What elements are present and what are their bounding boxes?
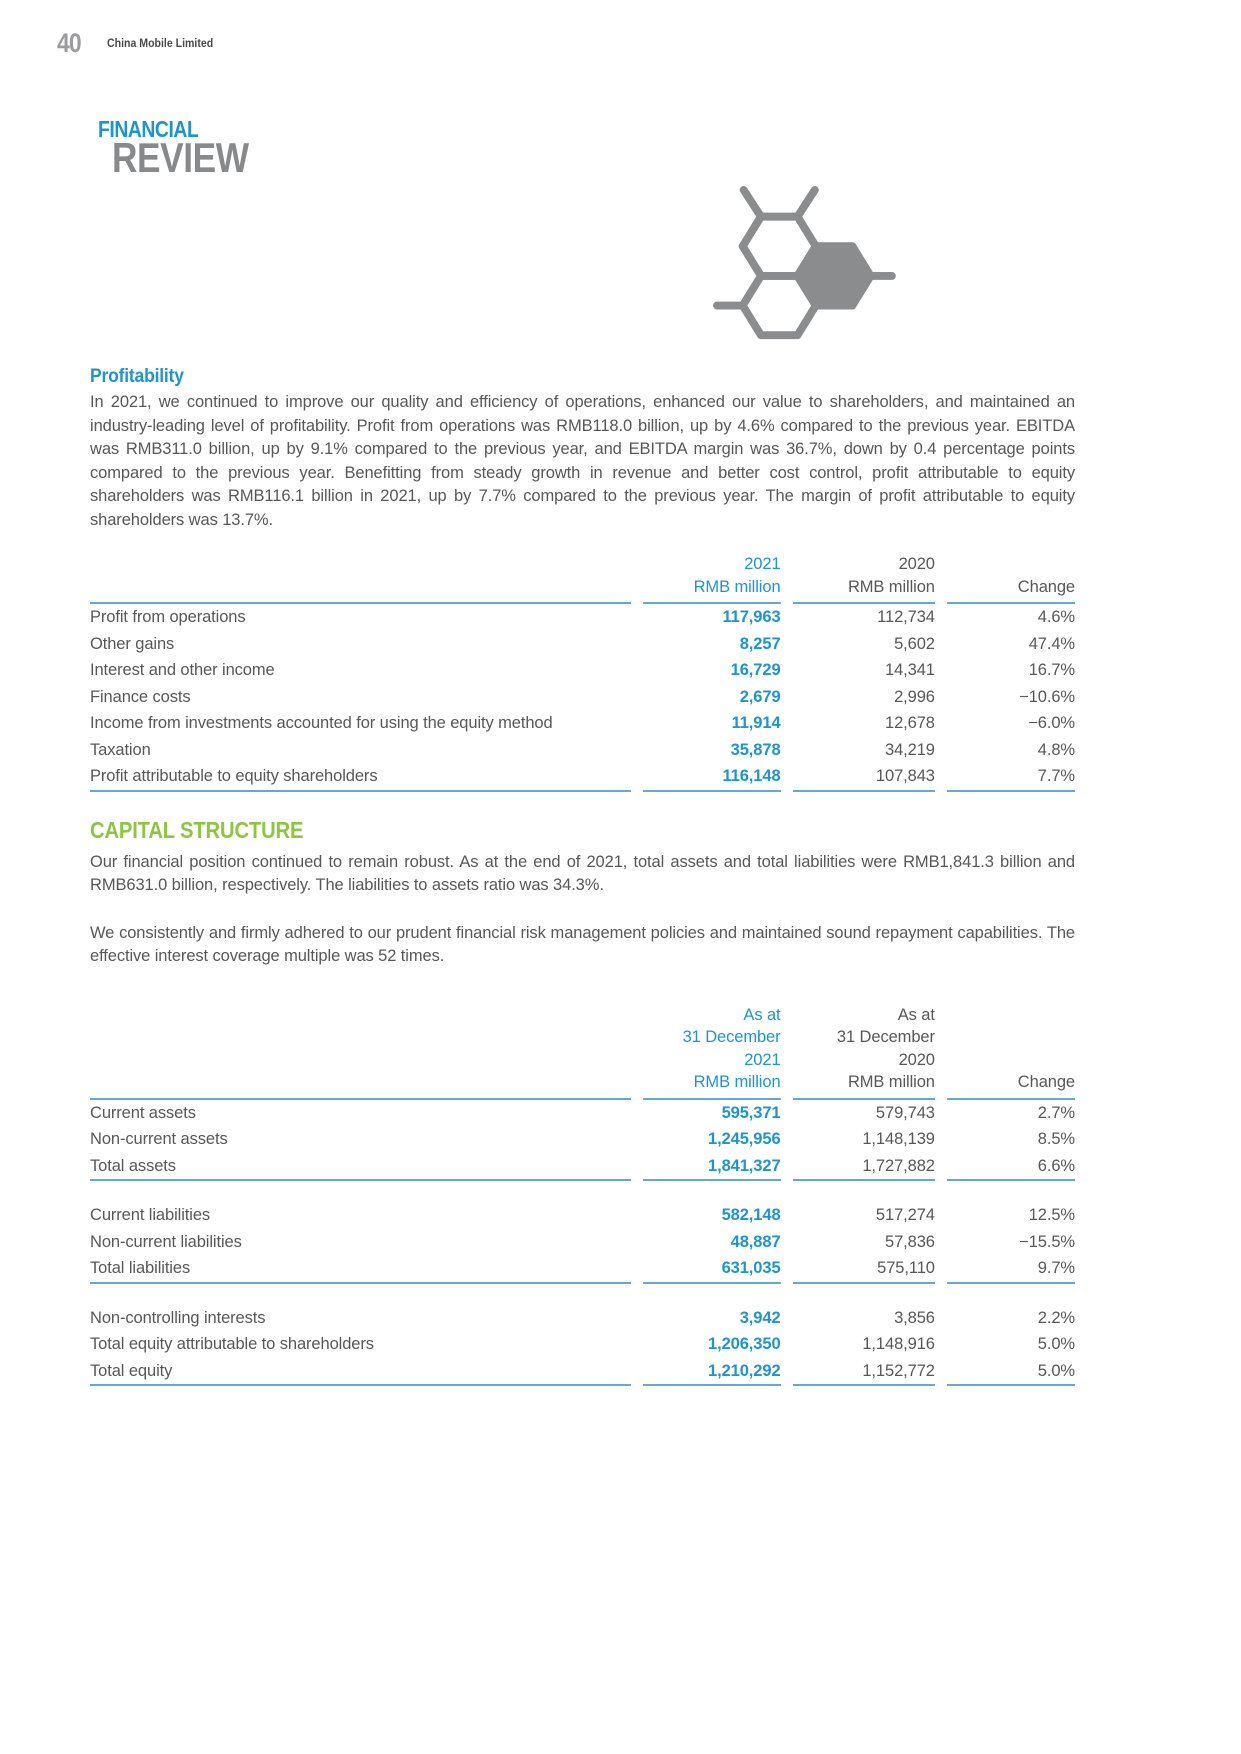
capital-structure-paragraph-1: Our financial position continued to remain robust. As at the end of 2021, total assets and total liabilities were RMB1,841.3 billion and RMB631.0 billion, respectively. The liabilities to assets ratio was 34.3%. bbox=[90, 852, 1075, 894]
page-title bbox=[98, 118, 275, 179]
table-header-row bbox=[90, 553, 1075, 604]
table-header-row bbox=[90, 1004, 1075, 1100]
table-row: Non-controlling interests 3,942 3,856 2.2% bbox=[90, 1308, 1075, 1327]
page-title-line2: REVIEW bbox=[112, 134, 249, 181]
company-name: China Mobile Limited bbox=[107, 36, 214, 50]
table-row: Total liabilities 631,035 575,110 9.7% bbox=[90, 1255, 1075, 1284]
page-header bbox=[57, 30, 228, 57]
table-row: Profit attributable to equity shareholders 116,148 107,843 7.7% bbox=[90, 763, 1075, 792]
table-row: Total equity 1,210,292 1,152,772 5.0% bbox=[90, 1358, 1075, 1387]
header-label-spacer bbox=[90, 1004, 631, 1100]
table-row: Other gains 8,257 5,602 47.4% bbox=[90, 634, 1075, 653]
table-row: Non-current assets 1,245,956 1,148,139 8.5% bbox=[90, 1130, 1075, 1148]
header-asat-2021: As at 31 December 2021 RMB million bbox=[643, 1004, 781, 1100]
header-2020: 2020 RMB million bbox=[793, 553, 935, 604]
capital-structure-paragraph-2: We consistently and firmly adhered to our prudent financial risk management policies and maintained sound repayment capabilities. The effective interest coverage multiple was 52 times. bbox=[90, 923, 1075, 965]
table-row: Current liabilities 582,148 517,274 12.5% bbox=[90, 1206, 1075, 1224]
equity-group bbox=[90, 1305, 1075, 1387]
table-row: Interest and other income 16,729 14,341 16.7% bbox=[90, 661, 1075, 679]
capital-structure-heading: CAPITAL STRUCTURE bbox=[90, 816, 304, 843]
profitability-paragraph: In 2021, we continued to improve our quality and efficiency of operations, enhanced our value to shareholders, and maintained an industry-leading level of profitability. Profit from operations was RMB118.0 billion, up by 4.6% compared to the previous year. EBITDA was RMB311.0 billion, up by 9.1% compared to the previous year, and EBITDA margin was 36.7%, down by 0.4 percentage points compared to the previous year. Benefitting from steady growth in revenue and better cost control, profit attributable to equity shareholders was RMB116.1 billion in 2021, up by 7.7% compared to the previous year. The margin of profit attributable to equity shareholders was 13.7%. bbox=[90, 393, 1075, 529]
header-2021: 2021 RMB million bbox=[643, 553, 781, 604]
table-row: Total assets 1,841,327 1,727,882 6.6% bbox=[90, 1153, 1075, 1182]
header-asat-2020: As at 31 December 2020 RMB million bbox=[793, 1004, 935, 1100]
page-title-line1: FINANCIAL bbox=[98, 116, 199, 142]
profitability-heading: Profitability bbox=[90, 366, 184, 387]
capital-structure-table bbox=[78, 1004, 1087, 1387]
table-row: Profit from operations 117,963 112,734 4.6% bbox=[90, 608, 1075, 626]
assets-group bbox=[90, 1100, 1075, 1182]
table-row: Income from investments accounted for using the equity method 11,914 12,678 −6.0% bbox=[90, 714, 1075, 732]
profitability-table bbox=[78, 553, 1087, 792]
table-row: Finance costs 2,679 2,996 −10.6% bbox=[90, 687, 1075, 706]
molecule-hexagons-icon bbox=[700, 185, 898, 350]
header-change: Change bbox=[947, 553, 1075, 604]
page-number: 40 bbox=[57, 28, 81, 58]
table-row: Current assets 595,371 579,743 2.7% bbox=[90, 1103, 1075, 1122]
header-change: Change bbox=[947, 1004, 1075, 1100]
liabilities-group bbox=[90, 1202, 1075, 1284]
table-row: Total equity attributable to shareholders 1,206,350 1,148,916 5.0% bbox=[90, 1335, 1075, 1353]
header-label-spacer bbox=[90, 553, 631, 604]
table-row: Non-current liabilities 48,887 57,836 −15.5% bbox=[90, 1232, 1075, 1251]
main-content bbox=[90, 366, 1075, 1386]
table-row: Taxation 35,878 34,219 4.8% bbox=[90, 740, 1075, 759]
